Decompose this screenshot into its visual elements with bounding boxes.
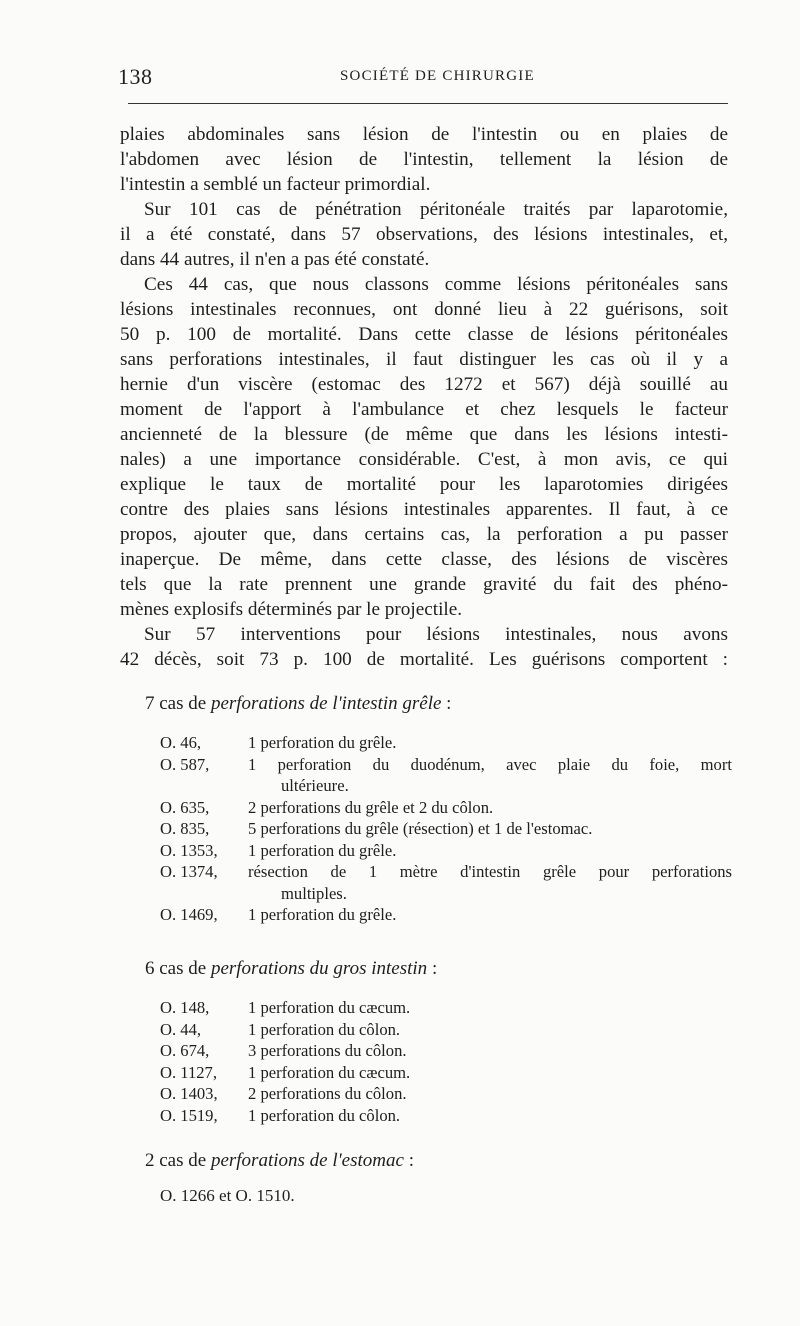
- list-item: [160, 997, 732, 1019]
- body-line: Ces 44 cas, que nous classons comme lésions péritonéales sans: [144, 274, 728, 295]
- body-line: inaperçue. De même, dans cette classe, des lésions de viscères: [120, 549, 728, 570]
- body-line: nales) a une importance considérable. C'est, à mon avis, ce qui: [120, 449, 728, 470]
- group3-suffix: :: [403, 1150, 414, 1171]
- observation-text: 1 perforation du grêle.: [248, 905, 397, 924]
- group1-heading: [145, 693, 451, 715]
- group1-list: [160, 732, 732, 926]
- observation-number: O. 1403,: [160, 1084, 218, 1103]
- observation-number: O. 1353,: [160, 840, 218, 860]
- list-item: [160, 1083, 732, 1105]
- observation-number: O. 1374,: [160, 862, 218, 881]
- observation-number: O. 635,: [160, 797, 210, 817]
- group3-heading: [145, 1150, 414, 1172]
- observation-text: 1 perforation du grêle.: [248, 840, 397, 860]
- body-paragraphs: [120, 122, 728, 672]
- body-line: tels que la rate prennent une grande gravité du fait des phéno-: [120, 574, 728, 595]
- observation-text: 2 perforations du grêle et 2 du côlon.: [248, 797, 494, 817]
- observation-number: O. 587,: [160, 754, 210, 774]
- group2-heading: [145, 958, 437, 980]
- body-line: contre des plaies sans lésions intestinales apparentes. Il faut, à ce: [120, 499, 728, 520]
- page-header: [118, 62, 728, 98]
- body-line: moment de l'apport à l'ambulance et chez lesquels le facteur: [120, 399, 728, 420]
- body-line: dans 44 autres, il n'en a pas été constaté.: [120, 249, 430, 270]
- body-line: lésions intestinales reconnues, ont donné lieu à 22 guérisons, soit: [120, 299, 728, 320]
- body-line: propos, ajouter que, dans certains cas, la perforation a pu passer: [120, 524, 728, 545]
- observation-text: 1 perforation du côlon.: [248, 1105, 401, 1125]
- list-item: [160, 840, 732, 862]
- body-line: 50 p. 100 de mortalité. Dans cette classe de lésions péritonéales: [120, 324, 728, 345]
- group3-count: 2 cas de: [145, 1150, 211, 1171]
- list-item: [160, 732, 732, 754]
- body-line: ancienneté de la blessure (de même que dans les lésions intesti-: [120, 424, 728, 445]
- body-line: explique le taux de mortalité pour les laparotomies dirigées: [120, 474, 728, 495]
- group1-title: perforations de l'intestin grêle: [210, 693, 442, 714]
- body-line: l'intestin a semblé un facteur primordial.: [120, 174, 431, 195]
- body-line: il a été constaté, dans 57 observations, des lésions intestinales, et,: [120, 224, 728, 245]
- list-item: [160, 1019, 732, 1041]
- observation-text: résection de 1 mètre d'intestin grêle pour perforations: [248, 862, 732, 881]
- list-item: [160, 1040, 732, 1062]
- body-line: plaies abdominales sans lésion de l'intestin ou en plaies de: [120, 124, 728, 145]
- body-line: mènes explosifs déterminés par le projectile.: [120, 599, 463, 620]
- observation-text: 1 perforation du grêle.: [248, 733, 397, 752]
- group1-suffix: :: [441, 693, 452, 714]
- observation-number: O. 1469,: [160, 905, 218, 924]
- body-line: 42 décès, soit 73 p. 100 de mortalité. Les guérisons comportent :: [120, 649, 728, 670]
- observation-text: 3 perforations du côlon.: [248, 1041, 407, 1060]
- observation-text: 1 perforation du côlon.: [248, 1019, 401, 1039]
- page-number: 138: [118, 64, 153, 89]
- observation-continuation: multiples.: [281, 883, 347, 903]
- body-line: l'abdomen avec lésion de l'intestin, tellement la lésion de: [120, 149, 728, 170]
- observation-number: O. 46,: [160, 733, 202, 752]
- body-line: hernie d'un viscère (estomac des 1272 et 567) déjà souillé au: [120, 374, 728, 395]
- group2-title: perforations du gros intestin: [210, 958, 428, 979]
- observation-text: 1 perforation du cæcum.: [248, 998, 411, 1017]
- observation-continuation: ultérieure.: [281, 776, 349, 795]
- list-item: [160, 1062, 732, 1084]
- running-head: SOCIÉTÉ DE CHIRURGIE: [340, 68, 535, 84]
- list-item: [160, 754, 732, 776]
- group2-list: [160, 997, 732, 1126]
- list-item: [160, 1105, 732, 1127]
- observation-text: 1 perforation du duodénum, avec plaie du foie, mort: [248, 754, 732, 774]
- list-item: [160, 861, 732, 883]
- header-rule: [128, 103, 728, 104]
- observation-text: 5 perforations du grêle (résection) et 1 de l'estomac.: [248, 819, 593, 838]
- body-line: Sur 57 interventions pour lésions intestinales, nous avons: [144, 624, 728, 645]
- observation-number: O. 835,: [160, 819, 210, 838]
- observation-text: 2 perforations du côlon.: [248, 1084, 407, 1103]
- observation-number: O. 674,: [160, 1041, 210, 1060]
- group1-count: 7 cas de: [145, 693, 211, 714]
- observation-number: O. 44,: [160, 1019, 202, 1039]
- group3-observations: O. 1266 et O. 1510.: [160, 1186, 295, 1205]
- observation-text: 1 perforation du cæcum.: [248, 1062, 411, 1082]
- observation-number: O. 148,: [160, 998, 210, 1017]
- body-line: Sur 101 cas de pénétration péritonéale traités par laparotomie,: [144, 199, 728, 220]
- body-line: sans perforations intestinales, il faut distinguer les cas où il y a: [120, 349, 728, 370]
- group2-count: 6 cas de: [145, 958, 211, 979]
- group3-title: perforations de l'estomac: [210, 1150, 404, 1171]
- list-item: [160, 818, 732, 840]
- list-item: [160, 904, 732, 926]
- group2-suffix: :: [427, 958, 438, 979]
- list-item: [160, 797, 732, 819]
- observation-number: O. 1519,: [160, 1105, 218, 1125]
- observation-number: O. 1127,: [160, 1062, 218, 1082]
